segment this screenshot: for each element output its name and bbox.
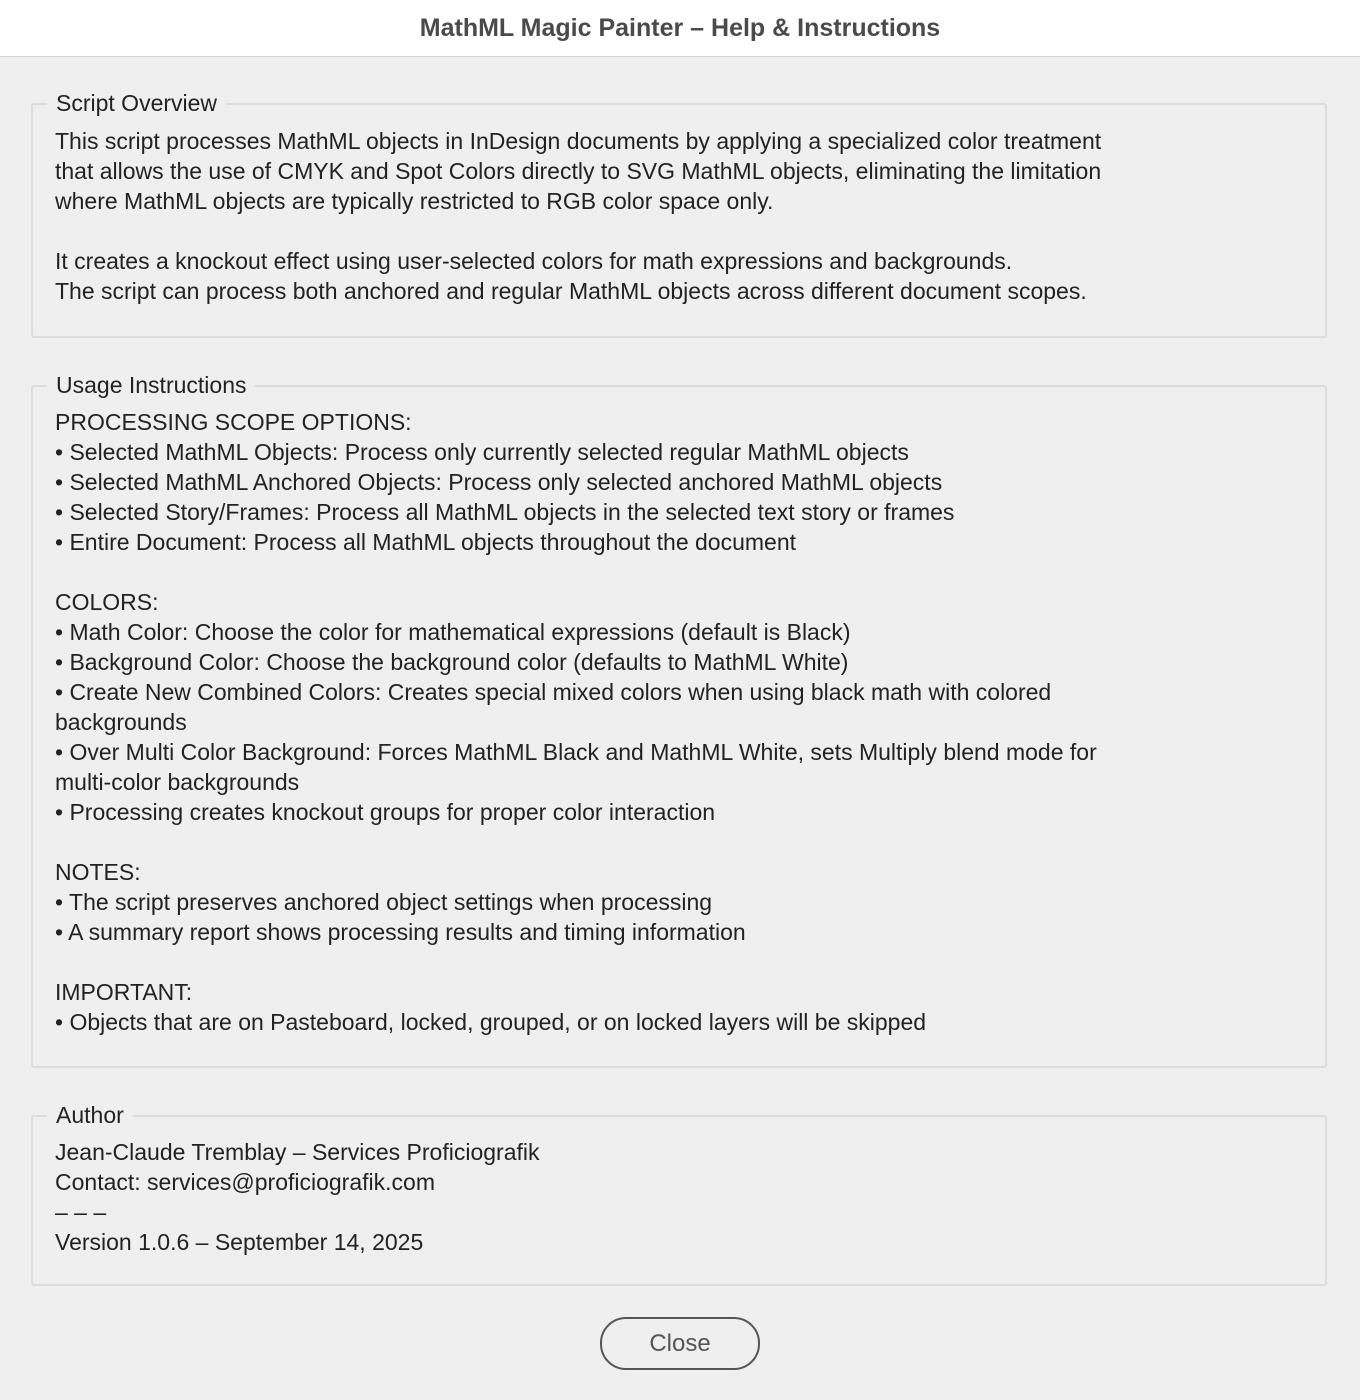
text-line: multi-color backgrounds: [55, 769, 300, 795]
text-line: Contact: services@proficiografik.com: [55, 1169, 435, 1195]
text-line: • Create New Combined Colors: Creates special mixed colors when using black math with colored: [55, 679, 1052, 705]
usage-text: [55, 407, 1097, 1037]
panel-title: Usage Instructions: [47, 370, 255, 400]
text-line: [55, 216, 1101, 246]
text-line: • Selected Story/Frames: Process all MathML objects in the selected text story or frames: [55, 499, 955, 525]
overview-text: [55, 126, 1101, 306]
text-line: • Math Color: Choose the color for mathematical expressions (default is Black): [55, 619, 851, 645]
script-overview-panel: [31, 90, 1327, 338]
text-line: COLORS:: [55, 589, 159, 615]
text-line: Version 1.0.6 – September 14, 2025: [55, 1229, 424, 1255]
text-line: Jean-Claude Tremblay – Services Proficiografik: [55, 1139, 540, 1165]
text-line: • Selected MathML Objects: Process only currently selected regular MathML objects: [55, 439, 909, 465]
text-line: where MathML objects are typically restricted to RGB color space only.: [55, 188, 774, 214]
text-line: PROCESSING SCOPE OPTIONS:: [55, 409, 412, 435]
usage-instructions-panel: [31, 372, 1327, 1068]
close-button[interactable]: Close: [600, 1317, 760, 1370]
text-line: [55, 557, 1097, 587]
title-bar: [0, 0, 1360, 57]
text-line: The script can process both anchored and regular MathML objects across different document scopes.: [55, 278, 1087, 304]
text-line: [55, 947, 1097, 977]
text-line: • Objects that are on Pasteboard, locked, grouped, or on locked layers will be skipped: [55, 1009, 927, 1035]
text-line: that allows the use of CMYK and Spot Colors directly to SVG MathML objects, eliminating the limitation: [55, 158, 1102, 184]
panel-title: Author: [47, 1100, 133, 1130]
panel-title: Script Overview: [47, 88, 226, 118]
text-line: • A summary report shows processing results and timing information: [55, 919, 746, 945]
author-text: [55, 1137, 539, 1257]
text-line: • Entire Document: Process all MathML objects throughout the document: [55, 529, 797, 555]
text-line: • Selected MathML Anchored Objects: Process only selected anchored MathML objects: [55, 469, 943, 495]
author-panel: [31, 1102, 1327, 1286]
window-title: MathML Magic Painter – Help & Instructions: [419, 13, 941, 42]
text-line: • Processing creates knockout groups for proper color interaction: [55, 799, 716, 825]
text-line: [55, 827, 1097, 857]
text-line: NOTES:: [55, 859, 141, 885]
text-line: • Over Multi Color Background: Forces MathML Black and MathML White, sets Multiply blend mode for: [55, 739, 1097, 765]
text-line: • The script preserves anchored object settings when processing: [55, 889, 713, 915]
text-line: • Background Color: Choose the background color (defaults to MathML White): [55, 649, 849, 675]
text-line: This script processes MathML objects in InDesign documents by applying a specialized color treatment: [55, 128, 1102, 154]
text-line: – – –: [55, 1199, 107, 1225]
text-line: IMPORTANT:: [55, 979, 193, 1005]
text-line: It creates a knockout effect using user-selected colors for math expressions and backgrounds.: [55, 248, 1013, 274]
text-line: backgrounds: [55, 709, 187, 735]
